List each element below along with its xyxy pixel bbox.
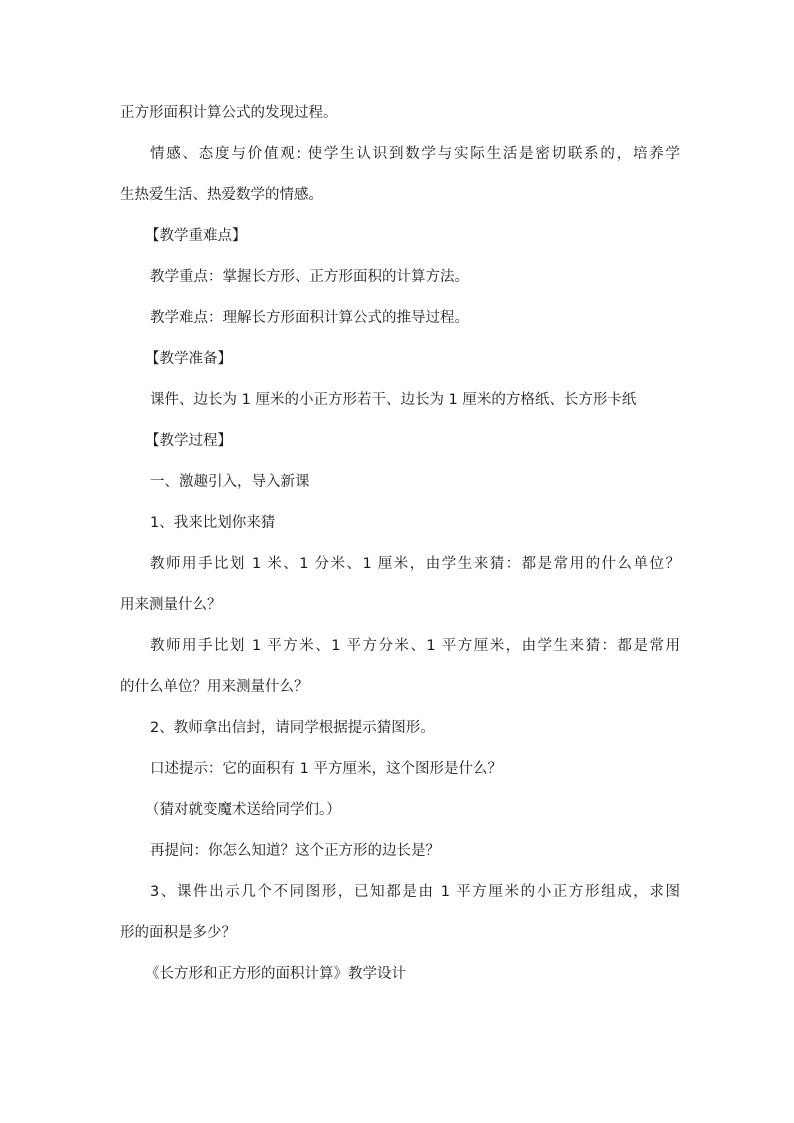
paragraph-line: 情感、态度与价值观: 使学生认识到数学与实际生活是密切联系的，培养学 xyxy=(150,146,680,162)
paragraph-line: 2、教师拿出信封，请同学根据提示猜图形。 xyxy=(150,720,435,736)
section-heading: 【教学准备】 xyxy=(145,351,232,367)
section-heading: 【教学过程】 xyxy=(145,433,232,449)
paragraph-line: 教学难点：理解长方形面积计算公式的推导过程。 xyxy=(150,310,469,326)
document-title-footer: 《长方形和正方形的面积计算》教学设计 xyxy=(145,966,406,982)
paragraph-line: 1、我来比划你来猜 xyxy=(150,515,276,531)
paragraph-line: 形的面积是多少？ xyxy=(120,925,236,941)
paragraph-line: 教学重点：掌握长方形、正方形面积的计算方法。 xyxy=(150,269,469,285)
paragraph-line: 用来测量什么？ xyxy=(120,597,222,613)
paragraph-line: 教师用手比划 1 米、1 分米、1 厘米，由学生来猜：都是常用的什么单位？ xyxy=(150,556,680,572)
paragraph-line: 课件、边长为 1 厘米的小正方形若干、边长为 1 厘米的方格纸、长方形卡纸 xyxy=(150,392,637,408)
paragraph-line: 3、课件出示几个不同图形，已知都是由 1 平方厘米的小正方形组成，求图 xyxy=(150,884,680,900)
paragraph-line: 口述提示：它的面积有 1 平方厘米，这个图形是什么？ xyxy=(150,761,502,777)
paragraph-line: 一、激趣引入，导入新课 xyxy=(150,474,310,490)
paragraph-line: 再提问：你怎么知道？这个正方形的边长是？ xyxy=(150,843,440,859)
paragraph-line: 的什么单位？用来测量什么？ xyxy=(120,679,309,695)
paragraph-line: 教师用手比划 1 平方米、1 平方分米、1 平方厘米，由学生来猜：都是常用 xyxy=(150,638,680,654)
paragraph-line: 生热爱生活、热爱数学的情感。 xyxy=(120,187,323,203)
document-body xyxy=(120,103,680,1005)
section-heading: 【教学重难点】 xyxy=(145,228,247,244)
paragraph-line: 正方形面积计算公式的发现过程。 xyxy=(120,105,338,121)
paragraph-line: （猜对就变魔术送给同学们。） xyxy=(145,802,341,818)
